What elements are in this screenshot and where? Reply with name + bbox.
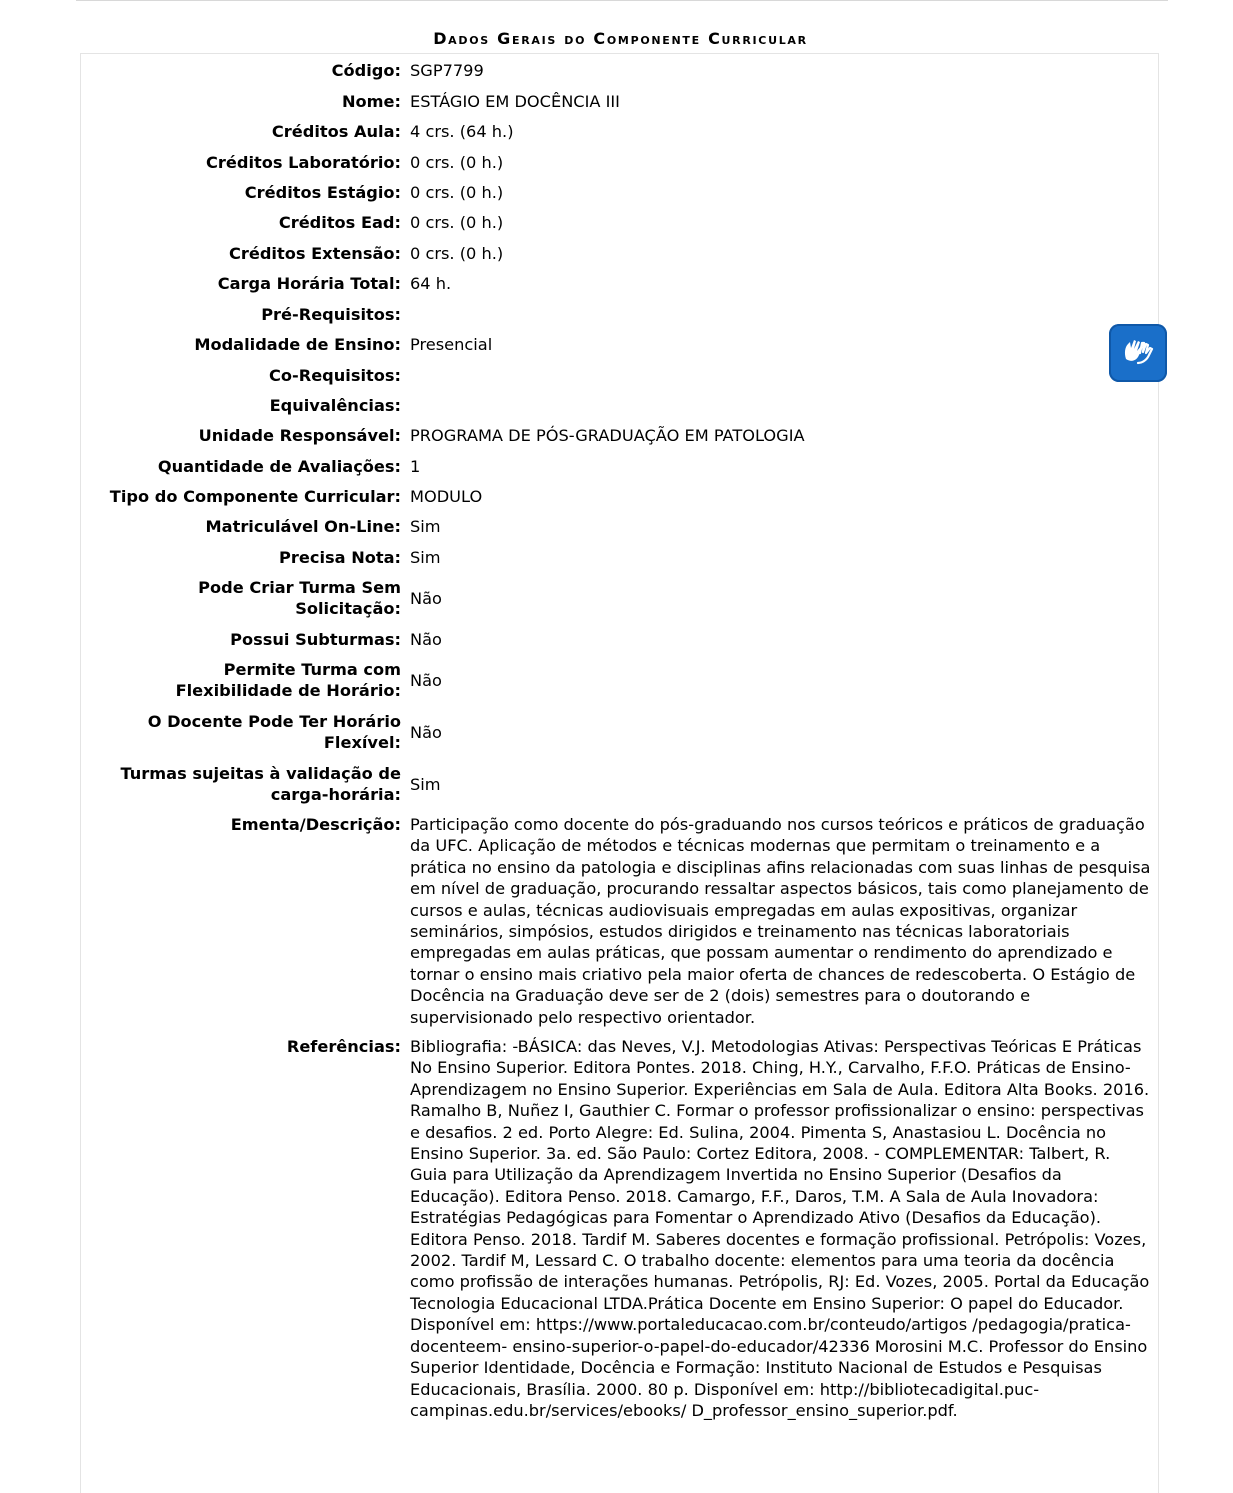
field-label: Possui Subturmas: xyxy=(230,630,401,649)
field-label: Equivalências: xyxy=(269,396,401,415)
field-value: MODULO xyxy=(410,487,483,506)
field-label: Créditos Laboratório: xyxy=(206,153,401,172)
field-value: 1 xyxy=(410,457,421,476)
field-label: Matriculável On-Line: xyxy=(205,517,401,536)
field-value: Sim xyxy=(410,548,441,567)
field-value: 0 crs. (0 h.) xyxy=(410,244,504,263)
field-label: Pré-Requisitos: xyxy=(261,305,401,324)
field-label: Referências: xyxy=(286,1037,401,1056)
field-value: Não xyxy=(410,589,442,608)
field-label: Precisa Nota: xyxy=(279,548,401,567)
section-caption: Dados Gerais do Componente Curricular xyxy=(433,29,808,48)
field-value: Sim xyxy=(410,775,441,794)
field-value: Sim xyxy=(410,517,441,536)
field-value: 0 crs. (0 h.) xyxy=(410,213,504,232)
field-value: Participação como docente do pós-graduando nos cursos teóricos e práticos de graduação da UFC. Aplicação de métodos e técnicas modernas que permitam o treinamento e a prática no ensino da patologia e disciplinas afins relacionadas com suas linhas de pesquisa em nível de graduação, procurando ressaltar aspectos básicos, tais como planejamento de cursos e aulas, técnicas audiovisuais empregadas em aulas expositivas, organizar seminários, simpósios, estudos dirigidos e treinamento nas técnicas laboratoriais empregadas em aulas práticas, que possam aumentar o rendimento do aprendizado e tornar o ensino mais criativo pela maior oferta de chances de redescoberta. O Estágio de Docência na Graduação deve ser de 2 (dois) semestres para o doutorando e supervisionado pelo respectivo orientador. xyxy=(410,815,1151,1027)
field-value: Presencial xyxy=(410,335,493,354)
field-label: Créditos Extensão: xyxy=(228,244,401,263)
field-value: PROGRAMA DE PÓS-GRADUAÇÃO EM PATOLOGIA xyxy=(410,426,805,445)
field-label: Unidade Responsável: xyxy=(198,426,401,445)
field-label: Co-Requisitos: xyxy=(269,366,401,385)
field-value: Não xyxy=(410,723,442,742)
field-label: Créditos Estágio: xyxy=(244,183,401,202)
field-label: O Docente Pode Ter Horário Flexível: xyxy=(147,712,401,753)
field-label: Turmas sujeitas à validação de carga-horária: xyxy=(120,764,401,805)
field-value: Não xyxy=(410,630,442,649)
field-value: ESTÁGIO EM DOCÊNCIA III xyxy=(410,92,620,111)
field-label: Permite Turma com Flexibilidade de Horário: xyxy=(175,660,401,701)
top-divider xyxy=(76,0,1168,1)
field-label: Ementa/Descrição: xyxy=(230,815,401,834)
field-label: Quantidade de Avaliações: xyxy=(157,457,401,476)
accessibility-widget-button[interactable] xyxy=(1109,324,1167,382)
details-table xyxy=(80,53,1159,1493)
field-value: Não xyxy=(410,671,442,690)
field-value: Bibliografia: -BÁSICA: das Neves, V.J. Metodologias Ativas: Perspectivas Teóricas E Práticas No Ensino Superior. Editora Pontes. 2018. Ching, H.Y., Carvalho, F.F.O. Práticas de Ensino-Aprendizagem no Ensino Superior. Experiências em Sala de Aula. Editora Alta Books. 2016. Ramalho B, Nuñez I, Gauthier C. Formar o professor profissionalizar o ensino: perspectivas e desafios. 2 ed. Porto Alegre: Ed. Sulina, 2004. Pimenta S, Anastasiou L. Docência no Ensino Superior. 3a. ed. São Paulo: Cortez Editora, 2008. - COMPLEMENTAR: Talbert, R. Guia para Utilização da Aprendizagem Invertida no Ensino Superior (Desafios da Educação). Editora Penso. 2018. Camargo, F.F., Daros, T.M. A Sala de Aula Inovadora: Estratégias Pedagógicas para Fomentar o Aprendizado Ativo (Desafios da Educação). Editora Penso. 2018. Tardif M. Saberes docentes e formação profissional. Petrópolis: Vozes, 2002. Tardif M, Lessard C. O trabalho docente: elementos para uma teoria da docência como profissão de interações humanas. Petrópolis, RJ: Ed. Vozes, 2005. Portal da Educação Tecnologia Educacional LTDA.Prática Docente em Ensino Superior: O papel do Educador. Disponível em: https://www.portaleducacao.com.br/conteudo/artigos /pedagogia/pratica-docenteem- ensino-superior-o-papel-do-educador/42336 Morosini M.C. Professor do Ensino Superior Identidade, Docência e Formação: Instituto Nacional de Estudos e Pesquisas Educacionais, Brasília. 2000. 80 p. Disponível em: http://bibliotecadigital.puc-campinas.edu.br/services/ebooks/ D_professor_ensino_superior.pdf. xyxy=(410,1037,1150,1420)
field-label: Código: xyxy=(331,61,401,80)
field-label: Modalidade de Ensino: xyxy=(194,335,401,354)
field-label: Créditos Aula: xyxy=(271,122,401,141)
field-value: 4 crs. (64 h.) xyxy=(410,122,514,141)
field-label: Créditos Ead: xyxy=(278,213,401,232)
field-value: 0 crs. (0 h.) xyxy=(410,153,504,172)
field-label: Carga Horária Total: xyxy=(217,274,401,293)
field-value: SGP7799 xyxy=(410,61,484,80)
field-label: Tipo do Componente Curricular: xyxy=(109,487,401,506)
field-value: 64 h. xyxy=(410,274,452,293)
field-value: 0 crs. (0 h.) xyxy=(410,183,504,202)
field-label: Nome: xyxy=(342,92,401,111)
field-label: Pode Criar Turma Sem Solicitação: xyxy=(198,578,401,619)
